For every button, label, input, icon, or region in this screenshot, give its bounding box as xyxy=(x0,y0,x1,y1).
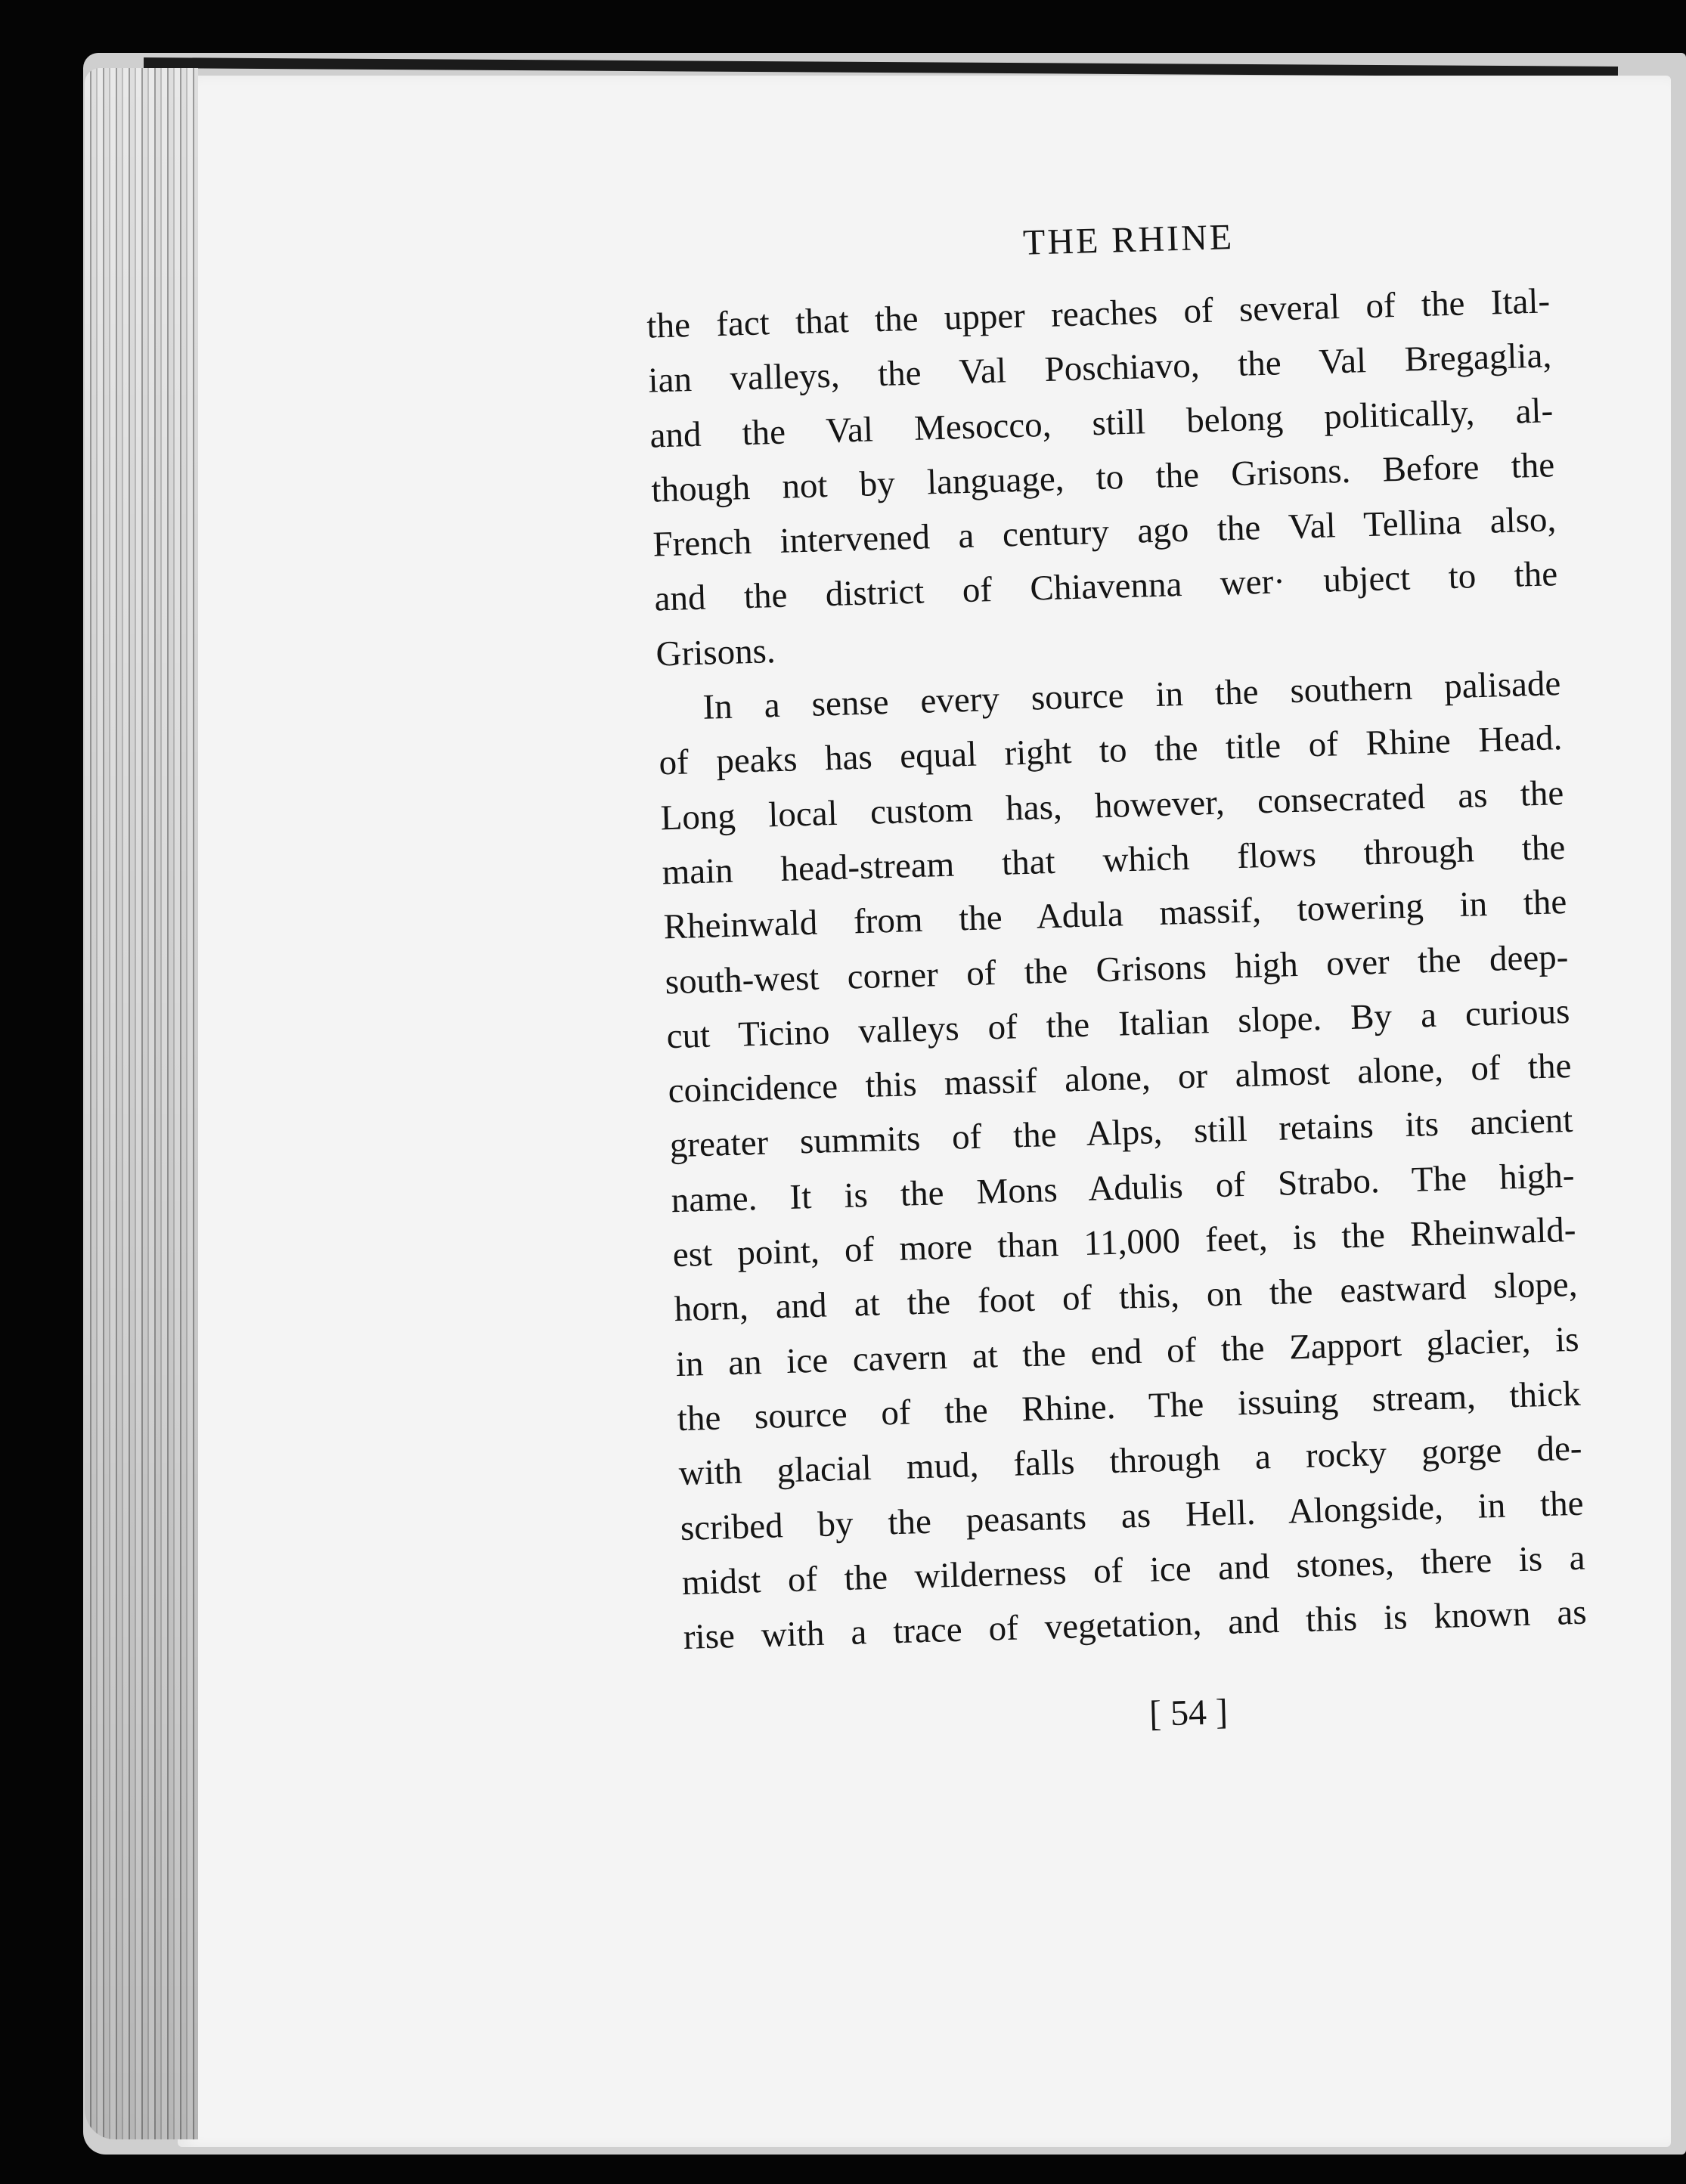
text-line: est point, of more than 11,000 feet, is the Rheinwald- xyxy=(672,1210,1577,1275)
text-line: cut Ticino valleys of the Italian slope. By a curious xyxy=(666,991,1571,1057)
text-line: ian valleys, the Val Poschiavo, the Val Bregaglia, xyxy=(647,336,1552,401)
text-line: In a sense every source in the southern palisade xyxy=(702,664,1561,727)
text-line: and the district of Chiavenna wer· ubject to the xyxy=(653,554,1558,619)
page-edges xyxy=(85,68,198,2139)
text-line: the source of the Rhine. The issuing stream, thick xyxy=(677,1374,1582,1439)
text-line: in an ice cavern at the end of the Zapport glacier, is xyxy=(675,1319,1580,1384)
text-line: of peaks has equal right to the title of Rhine Head. xyxy=(658,718,1563,783)
running-head: THE RHINE xyxy=(1022,216,1235,263)
body-text xyxy=(646,274,1587,1665)
text-line: Grisons. xyxy=(655,630,776,674)
text-line: south-west corner of the Grisons high over the deep- xyxy=(665,937,1569,1002)
text-line: with glacial mud, falls through a rocky gorge de- xyxy=(678,1428,1583,1494)
text-line: main head-stream that which flows through the xyxy=(661,827,1566,893)
text-line: French intervened a century ago the Val Tellina also, xyxy=(652,500,1557,565)
text-line: rise with a trace of vegetation, and this is known as xyxy=(683,1592,1588,1658)
text-line: scribed by the peasants as Hell. Alongside, in the xyxy=(680,1483,1585,1548)
text-line: the fact that the upper reaches of several of the Ital- xyxy=(646,281,1551,346)
text-line: Long local custom has, however, consecrated as the xyxy=(659,773,1564,838)
text-line: and the Val Mesocco, still belong politically, al- xyxy=(649,390,1554,456)
text-line: though not by language, to the Grisons. Before the xyxy=(650,445,1555,510)
text-line: coincidence this massif alone, or almost alone, of the xyxy=(668,1046,1573,1111)
text-line: midst of the wilderness of ice and stones, there is a xyxy=(681,1538,1586,1603)
text-line: horn, and at the foot of this, on the eastward slope, xyxy=(674,1265,1579,1330)
text-block xyxy=(644,206,1624,1759)
text-line: Rheinwald from the Adula massif, towering in the xyxy=(662,882,1567,947)
page-number: [ 54 ] xyxy=(1148,1691,1229,1734)
text-line: name. It is the Mons Adulis of Strabo. The high- xyxy=(671,1155,1576,1220)
text-line: greater summits of the Alps, still retains its ancient xyxy=(669,1101,1574,1166)
